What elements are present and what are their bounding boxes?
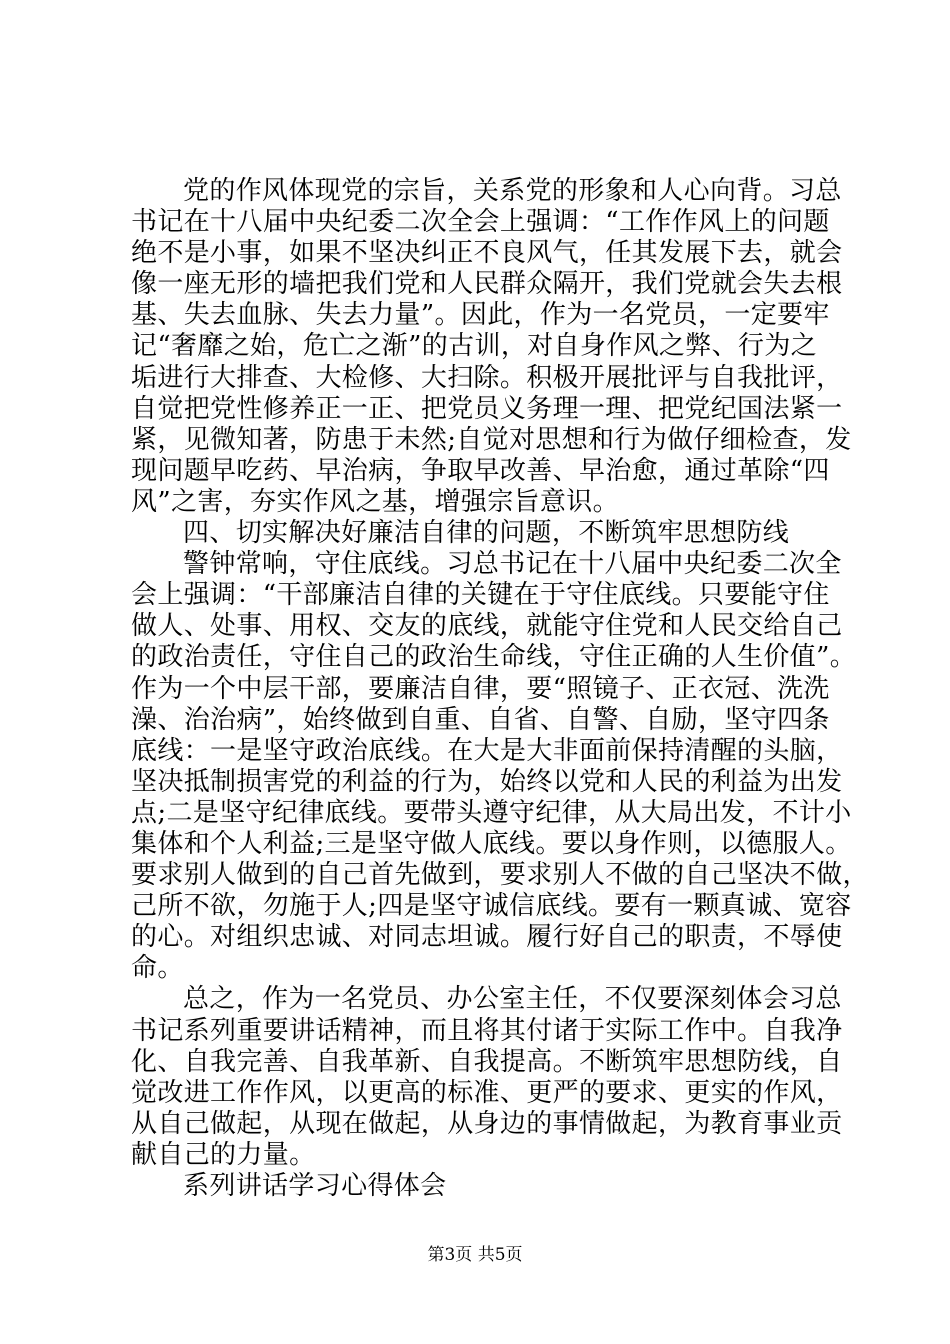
text-line: 要求别人做到的自己首先做到，要求别人不做的自己坚决不做， — [131, 860, 869, 891]
page-number-footer: 第3页 共5页 — [427, 1245, 523, 1265]
document-body — [131, 176, 869, 1202]
text-line: 做人、处事、用权、交友的底线，就能守住党和人民交给自己 — [131, 611, 843, 642]
text-line: 底线：一是坚守政治底线。在大是大非面前保持清醒的头脑， — [131, 735, 843, 766]
text-line: 风”之害，夯实作风之基，增强宗旨意识。 — [131, 486, 619, 517]
text-line: 书记系列重要讲话精神，而且将其付诸于实际工作中。自我净 — [131, 1015, 843, 1046]
text-line: 坚决抵制损害党的利益的行为，始终以党和人民的利益为出发 — [131, 766, 843, 797]
text-line: 命。 — [131, 953, 184, 984]
text-line: 从自己做起，从现在做起，从身边的事情做起，为教育事业贡 — [131, 1108, 843, 1139]
text-line: 现问题早吃药、早治病，争取早改善、早治愈，通过革除“四 — [131, 455, 830, 486]
text-line: 像一座无形的墙把我们党和人民群众隔开，我们党就会失去根 — [131, 269, 843, 300]
text-line: 集体和个人利益;三是坚守做人底线。要以身作则，以德服人。 — [131, 828, 852, 859]
text-line: 点;二是坚守纪律底线。要带头遵守纪律，从大局出发，不计小 — [131, 797, 852, 828]
text-line: 的政治责任，守住自己的政治生命线，守住正确的人生价值”。 — [131, 642, 857, 673]
text-line: 基、失去血脉、失去力量”。因此，作为一名党员，一定要牢 — [131, 300, 830, 331]
text-line: 总之，作为一名党员、办公室主任，不仅要深刻体会习总 — [183, 984, 842, 1015]
text-line: 书记在十八届中央纪委二次全会上强调：“工作作风上的问题 — [131, 207, 830, 238]
text-line: 己所不欲，勿施于人;四是坚守诚信底线。要有一颗真诚、宽容 — [131, 891, 852, 922]
text-line: 献自己的力量。 — [131, 1139, 316, 1170]
text-line: 警钟常响，守住底线。习总书记在十八届中央纪委二次全 — [183, 549, 842, 580]
text-line: 紧，见微知著，防患于未然;自觉对思想和行为做仔细检查，发 — [131, 424, 852, 455]
text-line: 垢进行大排查、大检修、大扫除。积极开展批评与自我批评， — [131, 362, 843, 393]
text-line: 作为一个中层干部，要廉洁自律，要“照镜子、正衣冠、洗洗 — [131, 673, 830, 704]
text-line: 绝不是小事，如果不坚决纠正不良风气，任其发展下去，就会 — [131, 238, 843, 269]
closing-title: 系列讲话学习心得体会 — [183, 1171, 447, 1201]
text-line: 化、自我完善、自我革新、自我提高。不断筑牢思想防线，自 — [131, 1046, 843, 1077]
text-line: 记“奢靡之始，危亡之渐”的古训，对自身作风之弊、行为之 — [131, 331, 818, 362]
section-heading: 四、切实解决好廉洁自律的问题，不断筑牢思想防线 — [183, 518, 790, 549]
text-line: 的心。对组织忠诚、对同志坦诚。履行好自己的职责，不辱使 — [131, 922, 843, 953]
text-line: 自觉把党性修养正一正、把党员义务理一理、把党纪国法紧一 — [131, 393, 843, 424]
text-line: 澡、治治病”，始终做到自重、自省、自警、自励，坚守四条 — [131, 704, 830, 735]
text-line: 觉改进工作作风，以更高的标准、更严的要求、更实的作风， — [131, 1077, 843, 1108]
text-line: 会上强调：“干部廉洁自律的关键在于守住底线。只要能守住 — [131, 580, 830, 611]
text-line: 党的作风体现党的宗旨，关系党的形象和人心向背。习总 — [183, 176, 842, 206]
